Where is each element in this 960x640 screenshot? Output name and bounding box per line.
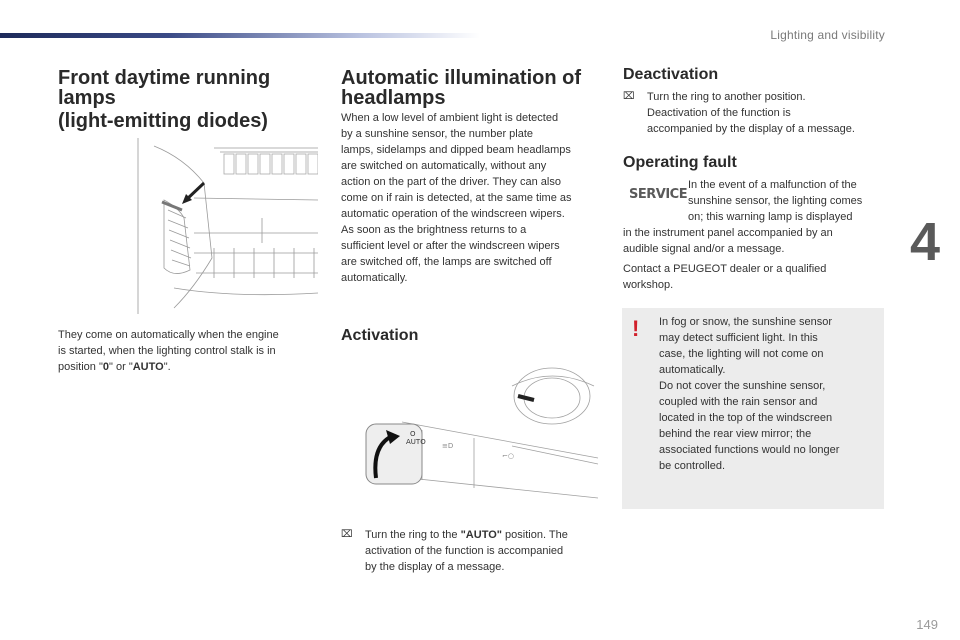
activation-bullet-line3: by the display of a message.: [365, 561, 505, 573]
svg-text:≡D: ≡D: [442, 442, 454, 450]
deactivation-bullet: [623, 89, 883, 105]
operating-fault-title: Operating fault: [623, 154, 737, 171]
activation-bullet-line2: activation of the function is accompanied: [365, 545, 564, 557]
auto-keyword: "AUTO": [460, 529, 502, 541]
auto-illumination-title-line1: Automatic illumination of: [341, 67, 581, 89]
fault-line: In the event of a malfunction of the: [688, 179, 857, 191]
warning-line: automatically.: [659, 364, 726, 376]
daytime-lamps-title-line2: lamps: [58, 87, 116, 109]
deactivation-title: Deactivation: [623, 66, 719, 83]
auto-illumination-title-line2: headlamps: [341, 87, 446, 109]
body-line: action on the part of the driver. They can also: [341, 176, 561, 188]
fault-line: sunshine sensor, the lighting comes: [688, 195, 863, 207]
body-line: automatically.: [341, 272, 408, 284]
body-line: As soon as the brightness returns to a: [341, 224, 527, 236]
fault-line: in the instrument panel accompanied by an: [623, 227, 833, 239]
text-fragment: " or ": [109, 361, 133, 373]
daytime-lamps-subtitle: (light-emitting diodes): [58, 110, 268, 132]
warning-line: Do not cover the sunshine sensor,: [659, 380, 826, 392]
warning-line: coupled with the rain sensor and: [659, 396, 818, 408]
contact-line: workshop.: [623, 279, 674, 291]
svg-text:O: O: [410, 430, 416, 438]
daytime-lamps-body-line2: is started, when the lighting control stalk is in: [58, 345, 276, 357]
body-line: come on if rain is detected, at the same time as: [341, 192, 572, 204]
warning-line: located in the top of the windscreen: [659, 412, 833, 424]
text-fragment: ".: [163, 361, 171, 373]
svg-text:AUTO: AUTO: [406, 438, 426, 446]
checkbox-bullet-icon: ⌧: [341, 529, 353, 540]
daytime-lamps-body-line3: [58, 359, 171, 375]
warning-line: case, the lighting will not come on: [659, 348, 824, 360]
warning-box: [622, 308, 884, 509]
activation-bullet: [341, 527, 611, 543]
lighting-stalk-illustration: [362, 366, 602, 500]
fault-line: audible signal and/or a message.: [623, 243, 785, 255]
warning-exclamation-icon: !: [632, 316, 640, 341]
body-line: sufficient level or after the windscreen wipers: [341, 240, 560, 252]
body-line: are switched on automatically, without any: [341, 160, 547, 172]
daytime-lamps-body-line1: They come on automatically when the engine: [58, 329, 279, 341]
text-fragment: position ": [58, 361, 103, 373]
contact-line: Contact a PEUGEOT dealer or a qualified: [623, 263, 827, 275]
body-line: lamps, sidelamps and dipped beam headlamps: [341, 144, 571, 156]
activation-bullet-text: [365, 527, 568, 543]
page-number: 149: [916, 617, 938, 632]
deactivation-line: accompanied by the display of a message.: [647, 123, 855, 135]
position-0: 0: [102, 361, 110, 373]
warning-line: associated functions would no longer: [659, 444, 840, 456]
header-accent-bar: [0, 33, 480, 38]
body-line: When a low level of ambient light is detected: [341, 112, 559, 124]
warning-text: [659, 314, 879, 474]
warning-line: behind the rear view mirror; the: [659, 428, 812, 440]
text-fragment: Turn the ring to the: [365, 529, 461, 541]
fault-line: on; this warning lamp is displayed: [688, 211, 853, 223]
body-line: by a sunshine sensor, the number plate: [341, 128, 534, 140]
checkbox-bullet-icon: ⌧: [623, 91, 635, 102]
service-warning-icon: SERVICE: [629, 187, 688, 202]
svg-text:⌐○: ⌐○: [502, 452, 514, 460]
chapter-number: 4: [909, 212, 940, 272]
position-auto: AUTO: [132, 361, 164, 373]
section-title: Lighting and visibility: [770, 28, 885, 42]
activation-title: Activation: [341, 327, 419, 344]
deactivation-line: Deactivation of the function is: [647, 107, 791, 119]
body-line: automatic operation of the windscreen wipers.: [341, 208, 565, 220]
text-fragment: position. The: [502, 529, 568, 541]
warning-line: may detect sufficient light. In this: [659, 332, 818, 344]
body-line: are switched off, the lamps are switched off: [341, 256, 552, 268]
daytime-lamps-title-line1: Front daytime running: [58, 67, 271, 89]
deactivation-line: Turn the ring to another position.: [647, 91, 806, 103]
front-bumper-illustration: [134, 138, 318, 314]
warning-line: be controlled.: [659, 460, 726, 472]
warning-line: In fog or snow, the sunshine sensor: [659, 316, 833, 328]
